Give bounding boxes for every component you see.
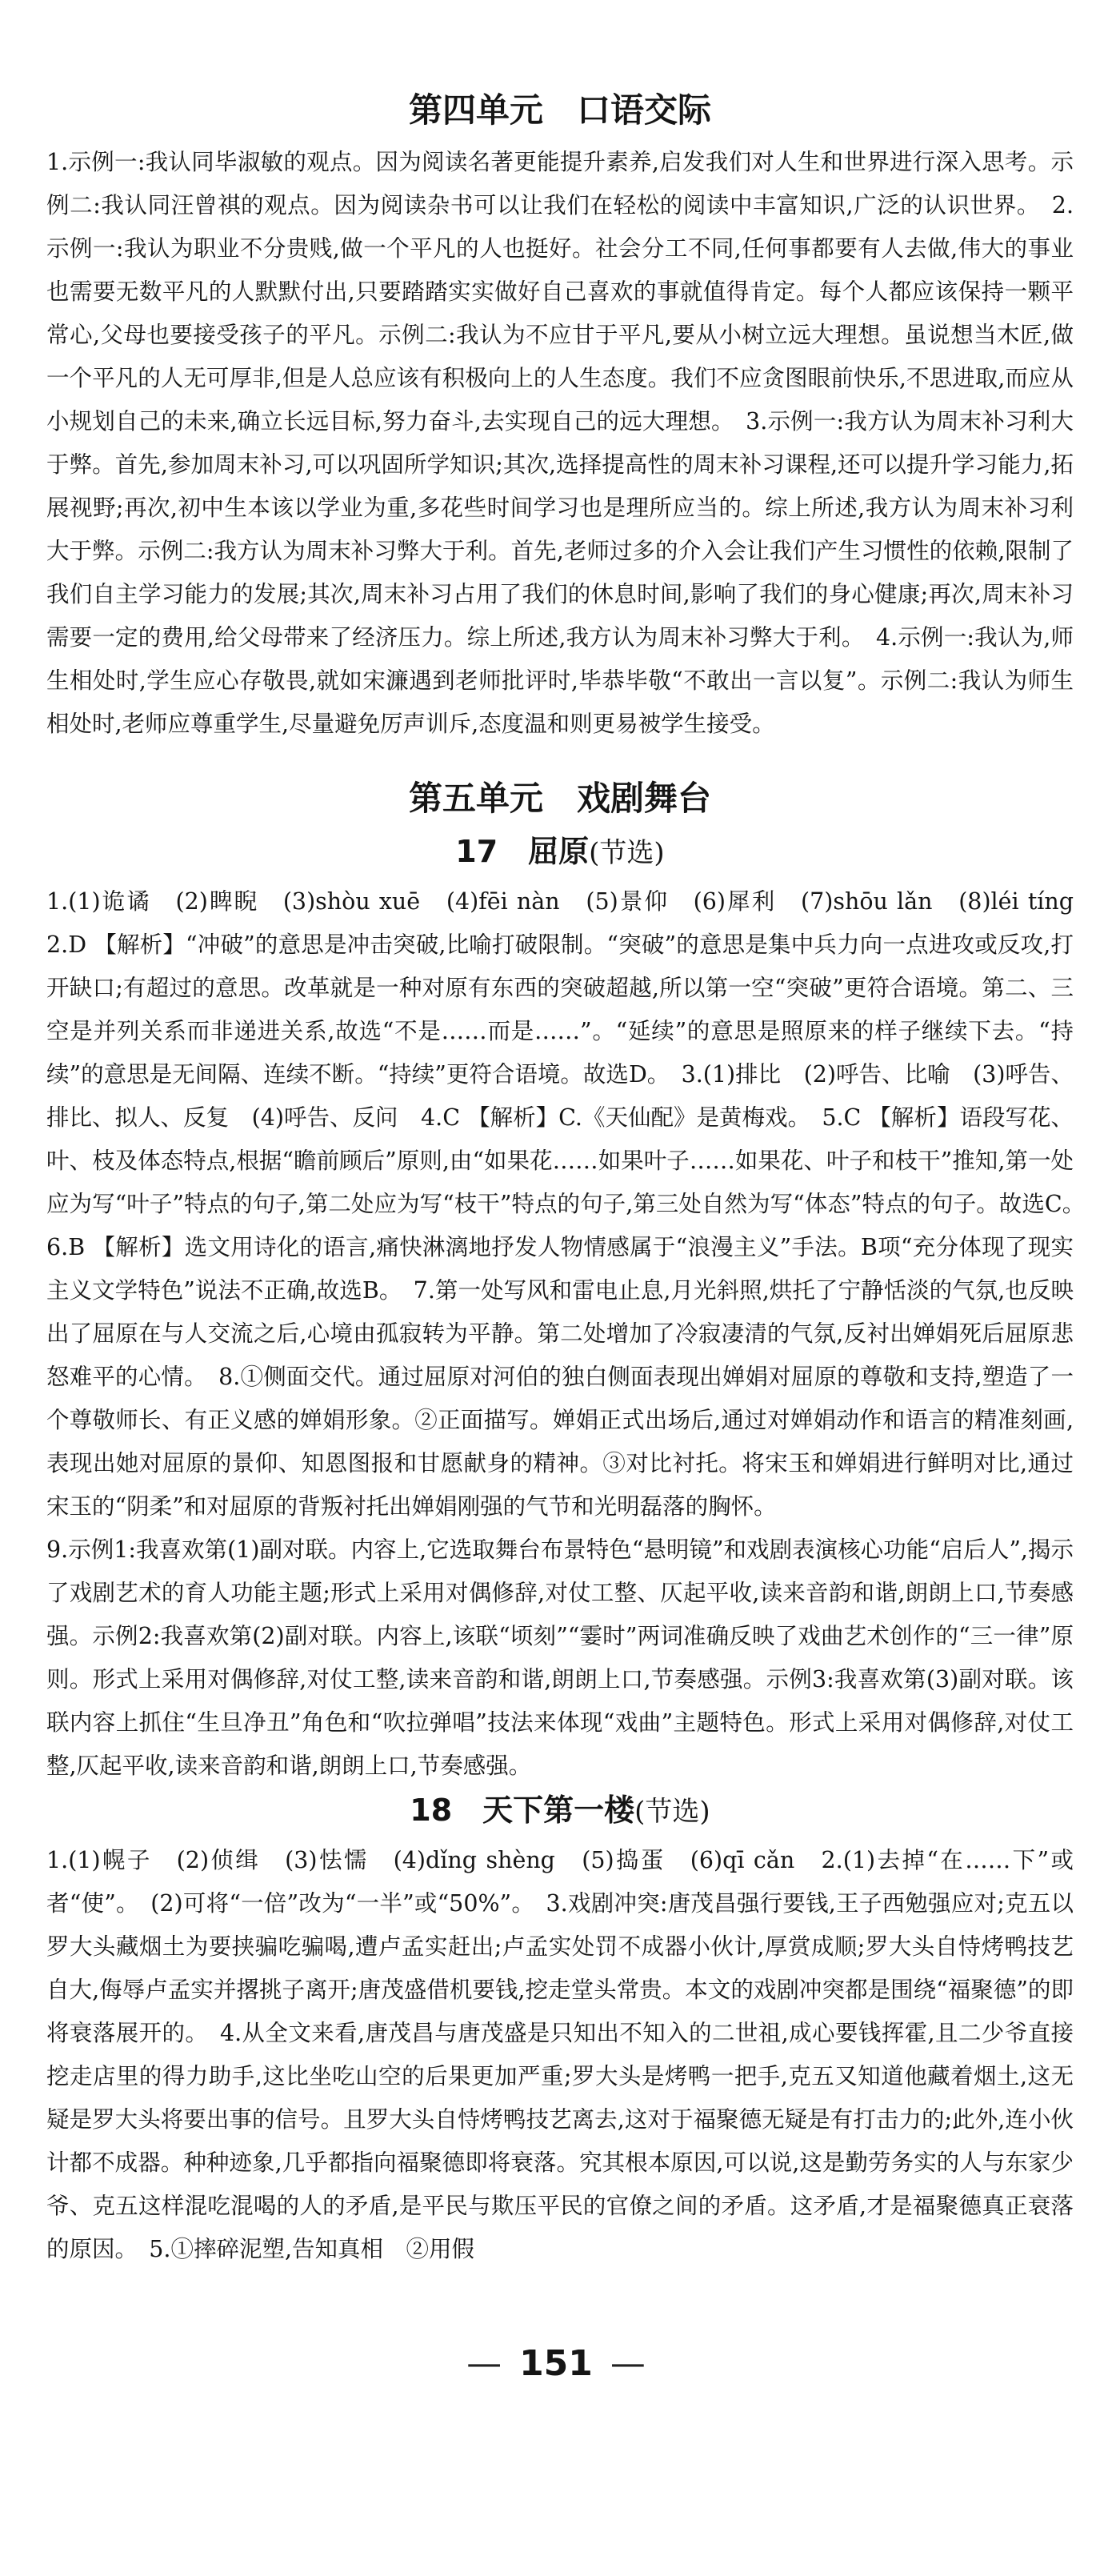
unit-4-title: 第四单元 口语交际 bbox=[408, 90, 711, 130]
unit-4-answers: 1.示例一:我认同毕淑敏的观点。因为阅读名著更能提升素养,启发我们对人生和世界进行深入思考。示例二:我认同汪曾祺的观点。因为阅读杂书可以让我们在轻松的阅读中丰富知识,广泛的认识世界。 2.示例一:我认为职业不分贵贱,做一个平凡的人也挺好。社会分工不同,任何事都要有人去做,伟大的事业也需要无数平凡的人默默付出,只要踏踏实实做好自己喜欢的事就值得肯定。每个人都应该保持一颗平常心,父母也要接受孩子的平凡。示例二:我认为不应甘于平凡,要从小树立远大理想。虽说想当木匠,做一个平凡的人无可厚非,但是人总应该有积极向上的人生态度。我们不应贪图眼前快乐,不思进取,而应从小规划自己的未来,确立长远目标,努力奋斗,去实现自己的远大理想。 3.示例一:我方认为周末补习利大于弊。首先,参加周末补习,可以巩固所学知识;其次,选择提高性的周末补习课程,还可以提升学习能力,拓展视野;再次,初中生本该以学业为重,多花些时间学习也是理所应当的。综上所述,我方认为周末补习利大于弊。示例二:我方认为周末补习弊大于利。首先,老师过多的介入会让我们产生习惯性的依赖,限制了我们自主学习能力的发展;其次,周末补习占用了我们的休息时间,影响了我们的身心健康;再次,周末补习需要一定的费用,给父母带来了经济压力。综上所述,我方认为周末补习弊大于利。 4.示例一:我认为,师生相处时,学生应心存敬畏,就如宋濂遇到老师批评时,毕恭毕敬“不敢出一言以复”。示例二:我认为师生相处时,老师应尊重学生,尽量避免厉声训斥,态度温和则更易被学生接受。 bbox=[46, 149, 1074, 737]
dash-right-icon: — bbox=[610, 2343, 646, 2384]
lesson-17-name: 17 屈原 bbox=[455, 834, 590, 869]
lesson-18-answers: 1.(1)幌子 (2)侦缉 (3)怯懦 (4)dǐng shèng (5)捣蛋 (6)qī cǎn 2.(1)去掉“在……下”或者“使”。 (2)可将“一倍”改为“一半”或“50%”。 3.戏剧冲突:唐茂昌强行要钱,王子西勉强应对;克五以罗大头藏烟土为要挟骗吃骗喝,遭卢孟实赶出;卢孟实处罚不成器小伙计,厚赏成顺;罗大头自恃烤鸭技艺自大,侮辱卢孟实并撂挑子离开;唐茂盛借机要钱,挖走堂头常贵。本文的戏剧冲突都是围绕“福聚德”的即将衰落展开的。 4.从全文来看,唐茂昌与唐茂盛是只知出不知入的二世祖,成心要钱挥霍,且二少爷直接挖走店里的得力助手,这比坐吃山空的后果更加严重;罗大头是烤鸭一把手,克五又知道他藏着烟土,这无疑是罗大头将要出事的信号。且罗大头自恃烤鸭技艺离去,这对于福聚德无疑是有打击力的;此外,连小伙计都不成器。种种迹象,几乎都指向福聚德即将衰落。究其根本原因,可以说,这是勤劳务实的人与东家少爷、克五这样混吃混喝的人的矛盾,是平民与欺压平民的官僚之间的矛盾。这矛盾,才是福聚德真正衰落的原因。 5.①摔碎泥塑,告知真相 ②用假 bbox=[46, 1847, 1074, 2262]
section-gap bbox=[46, 746, 1074, 775]
lesson-17-title bbox=[46, 829, 1074, 875]
page-number-value: 151 bbox=[519, 2343, 593, 2384]
lesson-17-answers-continued: 9.示例1:我喜欢第(1)副对联。内容上,它选取舞台布景特色“悬明镜”和戏剧表演核心功能“启后人”,揭示了戏剧艺术的育人功能主题;形式上采用对偶修辞,对仗工整、仄起平收,读来音韵和谐,朗朗上口,节奏感强。示例2:我喜欢第(2)副对联。内容上,该联“顷刻”“霎时”两词准确反映了戏曲艺术创作的“三一律”原则。形式上采用对偶修辞,对仗工整,读来音韵和谐,朗朗上口,节奏感强。示例3:我喜欢第(3)副对联。该联内容上抓住“生旦净丑”角色和“吹拉弹唱”技法来体现“戏曲”主题特色。形式上采用对偶修辞,对仗工整,仄起平收,读来音韵和谐,朗朗上口,节奏感强。 bbox=[46, 1536, 1074, 1779]
lesson-17-answers: 1.(1)诡谲 (2)睥睨 (3)shòu xuē (4)fēi nàn (5)景仰 (6)犀利 (7)shōu lǎn (8)léi tíng 2.D 【解析】“冲破”的意思是冲击突破,比喻打破限制。“突破”的意思是集中兵力向一点进攻或反攻,打开缺口;有超过的意思。改革就是一种对原有东西的突破超越,所以第一空“突破”更符合语境。第二、三空是并列关系而非递进关系,故选“不是……而是……”。“延续”的意思是照原来的样子继续下去。“持续”的意思是无间隔、连续不断。“持续”更符合语境。故选D。 3.(1)排比 (2)呼告、比喻 (3)呼告、排比、拟人、反复 (4)呼告、反问 4.C 【解析】C.《天仙配》是黄梅戏。 5.C 【解析】语段写花、叶、枝及体态特点,根据“瞻前顾后”原则,由“如果花……如果叶子……如果花、叶子和枝干”推知,第一处应为写“叶子”特点的句子,第二处应为写“枝干”特点的句子,第三处自然为写“体态”特点的句子。故选C。 6.B 【解析】选文用诗化的语言,痛快淋漓地抒发人物情感属于“浪漫主义”手法。B项“充分体现了现实主义文学特色”说法不正确,故选B。 7.第一处写风和雷电止息,月光斜照,烘托了宁静恬淡的气氛,也反映出了屈原在与人交流之后,心境由孤寂转为平静。第二处增加了冷寂凄清的气氛,反衬出婵娟死后屈原悲怒难平的心情。 8.①侧面交代。通过屈原对河伯的独白侧面表现出婵娟对屈原的尊敬和支持,塑造了一个尊敬师长、有正义感的婵娟形象。②正面描写。婵娟正式出场后,通过对婵娟动作和语言的精准刻画,表现出她对屈原的景仰、知恩图报和甘愿献身的精神。③对比衬托。将宋玉和婵娟进行鲜明对比,通过宋玉的“阴柔”和对屈原的背叛衬托出婵娟刚强的气节和光明磊落的胸怀。 bbox=[46, 888, 1097, 1520]
lesson-17-note: (节选) bbox=[589, 837, 665, 869]
dash-left-icon: — bbox=[466, 2343, 502, 2384]
lesson-18-title bbox=[46, 1788, 1074, 1834]
lesson-18-name: 18 天下第一楼 bbox=[410, 1793, 635, 1828]
unit-5-title: 第五单元 戏剧舞台 bbox=[408, 779, 711, 818]
lesson-18-note: (节选) bbox=[634, 1796, 710, 1828]
page-number bbox=[0, 2340, 1112, 2388]
